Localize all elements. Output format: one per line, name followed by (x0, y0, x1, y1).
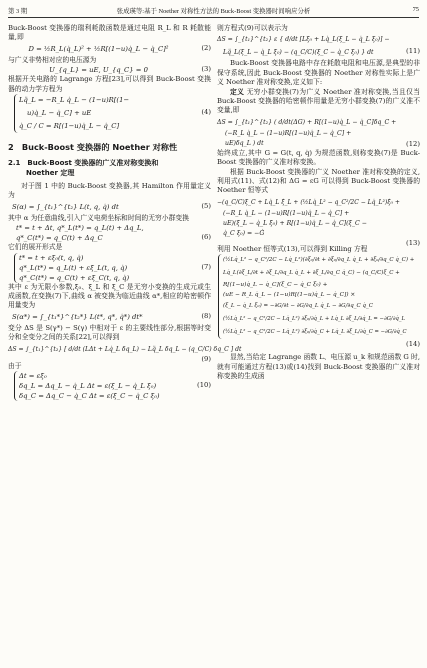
equation-3 (8, 65, 211, 75)
equation-line: δq_C = Δq_C − q̇_C Δt = ε(ξ_C − q̇_C ξ₀) (19, 392, 160, 401)
equation-number: (13) (406, 238, 420, 247)
equation-line: Lq̈_L(ξ_L − q̇_L ξ₀) − (q_C/C)(ξ_C − q̇_C ξ₀) } dt (223, 49, 374, 57)
definition-text: 无穷小群变换(7)为广义 Noether 准对称变换,当且仅当 Buck-Boost 变换器的哈密顿作用量是无穷小群变换(7)的广义准不变量,即 (217, 87, 420, 115)
equation-2 (8, 43, 211, 56)
definition-label: 定义 (230, 87, 245, 96)
equation-number: (14) (406, 340, 420, 349)
equation-7 (8, 253, 211, 283)
equation-line: Δt = εξ₀ (19, 372, 47, 381)
equation-5 (8, 201, 211, 214)
equation-number: (9) (201, 354, 211, 363)
equation-number: (7) (201, 262, 211, 271)
paragraph: 利用 Noether 恒等式(13),可以得到 Killing 方程 (217, 244, 368, 253)
subsection-heading-line: 2.1 Buck-Boost 变换器的广义准对称变换和 (8, 159, 159, 168)
equation-line: q̇_C ξ₀) = −Ġ (223, 229, 265, 237)
equation-number: (5) (201, 201, 211, 210)
equation-14 (217, 254, 420, 349)
equation-4 (8, 94, 211, 133)
equation-12 (217, 116, 420, 149)
section-heading: 2 Buck-Boost 变换器的 Noether 对称性 (8, 142, 178, 153)
subsection-heading-line: Noether 定理 (26, 169, 75, 178)
equation-line: uE)δq_L ) dt (225, 139, 264, 147)
equation-line: ΔS = ∫_{t₁}^{t₂} ε { d/dt [Lξ₀ + Lq̇_L(ξ_L − q̇_L ξ₀)] − (217, 36, 390, 44)
equation-line: ΔS = ∫_{t₁}^{t₂} [ d/dt (LΔt + Lq̇_L δq_L) − Lq̈_L δq_L − (q_C/C) δq_C ] dt (8, 345, 242, 353)
equation-line: Lq̈_L = −R_L q̇_L − (1−u)R[(1− (19, 96, 130, 105)
equation-line: u)q̇_L − q̇_C] + uE (27, 109, 92, 118)
paragraph: 根据开关电路的 Lagrange 方程[23],可以得到 Buck-Boost 变换器的动力学方程为 (8, 75, 211, 93)
equation-line: q*_C(t*) = q_C(t) + εξ_C(t, q, q̇) (19, 273, 130, 282)
equation-line: S(α) = ∫_{t₁}^{t₂} L(t, q, q̇) dt (12, 202, 119, 211)
paragraph: 始终成立,其中 G = G(t, q, q̇) 为规范函数,则称变换(7)是 Buck-Boost 变换器的广义准对称变换。 (217, 148, 420, 167)
equation-line: (−R_L q̇_L − (1−u)R[(1−u)q̇_L − q̇_C] + (223, 209, 350, 217)
equation-11 (217, 33, 420, 59)
equation-line: q*_L(t*) = q_L(t) + εξ_L(t, q, q̇) (19, 263, 128, 272)
equation-9 (8, 343, 242, 363)
paragraph: 变分 ΔS 是 S(γ*) − S(γ) 中相对于 ε 的主要线性部分,根据等时变分和全变分之间的关系[22],可以得到 (8, 323, 211, 342)
equation-line: (½Lq̇_L² − q_C²/2C − Lq̇_L²) ∂ξ₀/∂q̇_L + Lq̇_L ∂ξ_L/∂q̇_L = −∂G/∂q̇_L (223, 316, 406, 323)
equation-8 (8, 311, 211, 324)
equation-line: t* = t + Δt, q*_L(t*) = q_L(t) + Δq_L, (16, 224, 144, 233)
equation-line: (ξ_L − q̇_L ξ₀) = −∂G/∂t − ∂G/∂q_L q̇_L − ∂G/∂q_C q̇_C (223, 303, 373, 310)
equation-number: (12) (406, 139, 420, 148)
paragraph: 由于 (8, 361, 22, 370)
equation-6 (8, 223, 211, 243)
equation-line: uE)(ξ_L − q̇_L ξ₀) + R[(1−u)q̇_L − q̇_C](ξ_C − (223, 219, 367, 227)
page-header (8, 5, 419, 18)
right-column (217, 24, 420, 666)
equation-line: (½Lq̇_L² − q_C²/2C − Lq̇_L²) ∂ξ₀/∂q̇_C + Lq̇_L ∂ξ_L/∂q̇_C = −∂G/∂q̇_C (223, 329, 407, 336)
equation-10 (8, 371, 211, 401)
equation-number: (6) (201, 233, 211, 242)
equation-line: −(q_C/C)ξ_C + Lq̇_L ξ̇_L + (½Lq̇_L² − q_C²/2C − Lq̇_L²)ξ̇₀ + (217, 198, 400, 206)
equation-line: δq_L = Δq_L − q̇_L Δt = ε(ξ_L − q̇_L ξ₀) (19, 382, 157, 391)
equation-line: (½Lq̇_L² − q_C²/2C − Lq̇_L²)(∂ξ₀/∂t + ∂ξ₀/∂q_L q̇_L + ∂ξ₀/∂q_C q̇_C) + (223, 257, 415, 264)
issue-number: 第 3 期 (8, 8, 28, 15)
equation-number: (4) (201, 108, 211, 117)
equation-number: (2) (201, 43, 211, 52)
definition (217, 88, 420, 116)
equation-line: S(α*) = ∫_{t₁*}^{t₂*} L(t*, q*, q̇*) dt* (12, 312, 143, 321)
paragraph: 与广义非势相对应的电压源为 (8, 55, 97, 64)
paragraph: 显然,当给定 Lagrange 函数 L、电压源 u_k 和规范函数 G 时,就有可能通过方程(13)或(14)找到 Buck-Boost 变换器的广义准对称变换的生成函 (217, 353, 420, 381)
paragraph: 其中 ε 为无限小参数,ξ₀、ξ_L 和 ξ_C 是无穷小变换的生成元或生成函数,在变换(7)下,曲线 α 被变换为临近曲线 α*,相应的哈密顿作用量变为 (8, 282, 211, 310)
equation-line: U_{q_L} = uE, U_{q_C} = 0 (49, 66, 148, 75)
paragraph: 则方程式(9)可以表示为 (217, 24, 288, 32)
paragraph: 对于图 1 中的 Buck-Boost 变换器,其 Hamilton 作用量定义为 (8, 182, 211, 200)
left-column (8, 24, 242, 666)
equation-line: t* = t + εξ₀(t, q, q̇) (19, 253, 84, 262)
page-number: 75 (412, 6, 419, 13)
equation-13 (217, 196, 420, 247)
paragraph: Buck-Boost 变换器的瑞利耗散函数是通过电阻 R_L 和 R 耗散能量,即 (8, 24, 211, 42)
equation-line: D = ½R_L(q̇_L)² + ½R[(1−u)q̇_L − q̇_C]² (28, 44, 169, 53)
equation-line: (−R_L q̇_L − (1−u)R[(1−u)q̇_L − q̇_C] + (225, 129, 352, 137)
running-title: 张成瑛等:基于 Noether 对称性方法的 Buck-Boost 变换器时间响应分析 (116, 8, 311, 15)
equation-number: (10) (197, 381, 211, 390)
equation-number: (8) (201, 311, 211, 320)
equation-line: Lq̇_L(∂ξ_L/∂t + ∂ξ_L/∂q_L q̇_L + ∂ξ_L/∂q_C q̇_C) − (q_C/C)ξ_C + (223, 270, 400, 277)
equation-line: q̇_C / C = R[(1−u)q̇_L − q̇_C] (19, 122, 120, 131)
equation-line: R[(1−u)q̇_L − q̇_C](ξ_C − q̇_C ξ₀) + (223, 282, 328, 289)
subsection-heading (8, 158, 211, 178)
paragraph: 根据 Buck-Boost 变换器的广义 Noether 准对称变换的定义,利用式(11)、式(12)和 ΔG = εG 可以得到 Buck-Boost 变换器的 Noether 恒等式 (217, 167, 420, 195)
paragraph: 其中 α 为任意曲线,引入广义电荷坐标和时间的无穷小群变换 (8, 213, 189, 222)
equation-line: (uE − R_L q̇_L − (1−u)R[(1−u)q̇_L − q̇_C]) × (223, 292, 356, 299)
equation-line: ΔS = ∫_{t₁}^{t₂} ( d/dt(ΔG) + R[(1−u)q̇_L − q̇_C]δq_C + (217, 118, 397, 126)
equation-number: (3) (201, 65, 211, 74)
paragraph: Buck-Boost 变换器电路中存在耗散电阻和电压源,是典型的非保守系统,因此 Buck-Boost 变换器的 Noether 对称性实际上是广义 Noether 准对称变换,定义如下: (217, 59, 420, 87)
equation-number: (11) (406, 47, 420, 56)
paragraph: 它们的展开形式是 (8, 243, 63, 252)
equation-line: q*_C(t*) = q_C(t) + Δq_C (16, 234, 103, 243)
